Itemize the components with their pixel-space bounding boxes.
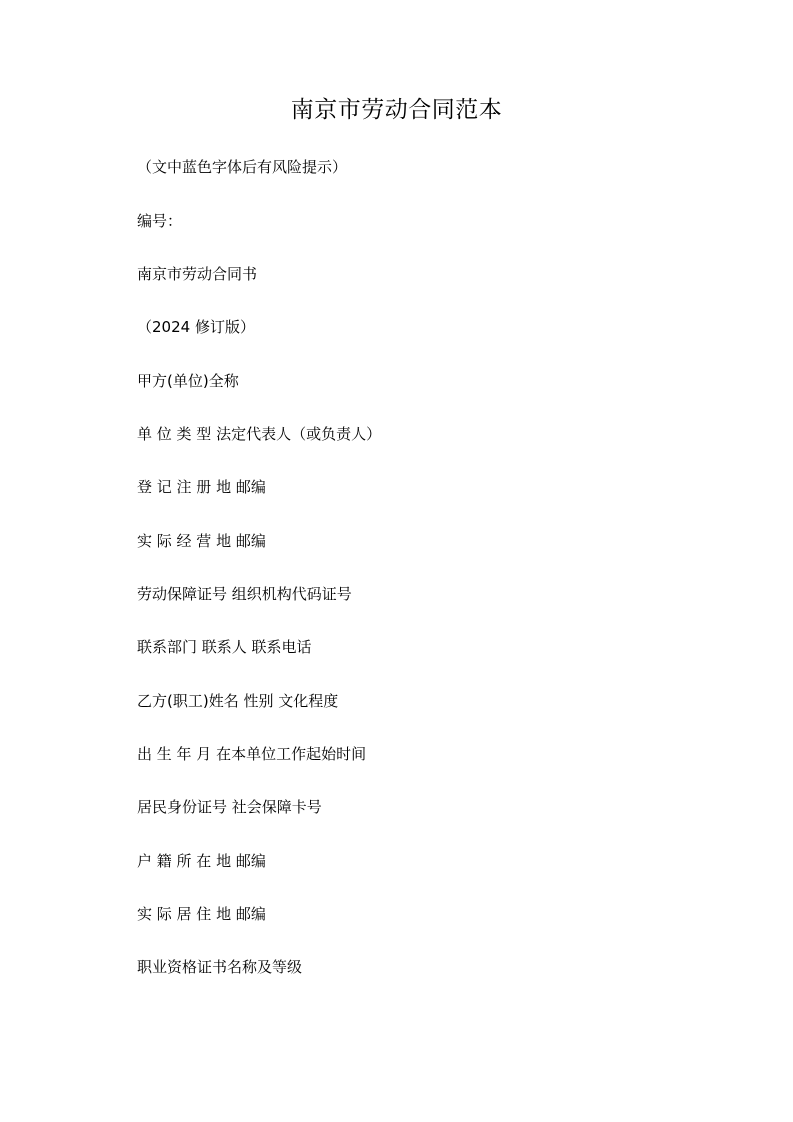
- contract-number-label: 编号：: [137, 212, 183, 230]
- contact-info-field: 联系部门 联系人 联系电话: [137, 638, 312, 656]
- unit-type-representative-field: 单 位 类 型 法定代表人（或负责人）: [137, 425, 382, 443]
- document-title: 南京市劳动合同范本: [290, 97, 503, 123]
- risk-note: （文中蓝色字体后有风险提示）: [137, 158, 348, 176]
- contract-book-title: 南京市劳动合同书: [137, 265, 258, 283]
- registered-address-field: 登 记 注 册 地 邮编: [137, 478, 266, 496]
- business-address-field: 实 际 经 营 地 邮编: [137, 532, 266, 550]
- birth-date-start-date-field: 出 生 年 月 在本单位工作起始时间: [137, 745, 367, 763]
- party-a-name-field: 甲方(单位)全称: [137, 372, 239, 390]
- party-b-info-field: 乙方(职工)姓名 性别 文化程度: [137, 692, 339, 710]
- labor-security-code-field: 劳动保障证号 组织机构代码证号: [137, 585, 352, 603]
- id-card-social-security-field: 居民身份证号 社会保障卡号: [137, 798, 322, 816]
- qualification-certificate-field: 职业资格证书名称及等级: [137, 958, 303, 976]
- household-address-field: 户 籍 所 在 地 邮编: [137, 852, 266, 870]
- revision-edition: （2024 修订版）: [137, 318, 255, 336]
- residence-address-field: 实 际 居 住 地 邮编: [137, 905, 266, 923]
